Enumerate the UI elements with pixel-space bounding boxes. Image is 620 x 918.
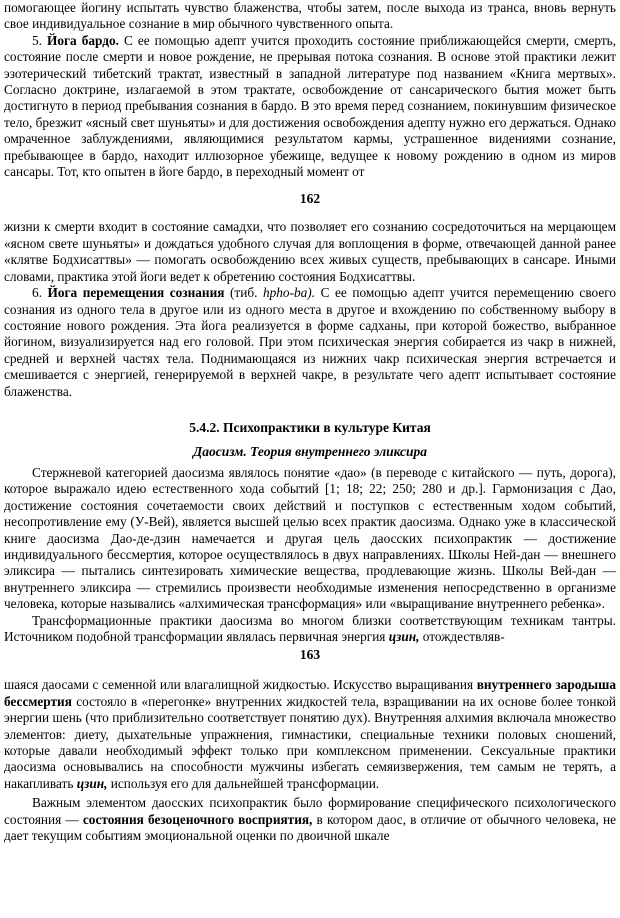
paragraph-text: шаяся даосами с семенной или влагалищной жидкостью. Искусство выращивания (4, 677, 477, 693)
page-number: 163 (299, 647, 321, 663)
page-number: 162 (299, 191, 321, 207)
paragraph: жизни к смерти входит в состояние самадхи, что позволяет его сознанию сосредоточиться на мерцающем «ясном свете шуньяты» и дождаться удобного случая для воплощения в форме, отвечающей данной ранее «клятве Бодхисаттвы» — помогать освобождению всех живых существ, пребывающих в сансаре. Иными словами, практика этой йоги ведет к обретению состояния Бодхисаттвы. (4, 219, 616, 284)
term-bold: состояния безоценочного восприятия, (82, 811, 313, 827)
paragraph: Стержневой категорией даосизма являлось понятие «дао» (в переводе с китайского — путь, дорога), которое выражало идею естественного хода событий [1; 18; 22; 250; 280 и др.]. Гармонизация с Дао, достижение состояния сочетаемости своих действий и поступков с естественным ходом событий, несопротивление ему (У-Вей), является высшей целью всех практик даосизма. Однако уже в классической книге даосизма Дао-де-дзин намечается и другая цель даосских психопрактик — достижение индивидуального бессмертия, которое осуществлялось в двух направлениях. Школы Ней-дан — внешнего эликсира — пытались синтезировать химические вещества, продлевающие жизнь. Школы Вей-дан — внутреннего эликсира — стремились произвести необходимые изменения непосредственно в организме человека, которые назывались «алхимическая трансформация» или «выращивание внутреннего ребенка». (4, 464, 616, 612)
term-bold: Йога перемещения сознания (47, 285, 225, 301)
paragraph (4, 613, 616, 646)
paragraph-text: (тиб. (224, 285, 263, 301)
document-page (4, 0, 616, 844)
paragraph-text: Важным элементом даосских психопрактик было формирование специфического психологического состояния — (4, 795, 616, 827)
paragraph-consciousness-transfer (4, 285, 616, 400)
paragraph (4, 677, 616, 792)
term-bold-italic: цзин, (76, 775, 108, 791)
term-bold-italic: цзин, (388, 629, 420, 644)
paragraph-text: С ее помощью адепт учится перемещению своего сознания из одного тела в другое или из одного места в другое и вхождению по собственному выбору в состояние нового рождения. Эта йога реализуется в форме садханы, при которой божество, выбранное йогином, визуализируется над его головой. При этом психическая энергия собирается из чакр в нижней, средней и верхней частях тела. Поднимающаяся из нижних чакр психическая энергия встречается и смешивается с энергией, генерируемой в верхней чакре, в результате чего адепт испытывает состояние блаженства. (4, 285, 617, 399)
paragraph-text: используя его для дальнейшей трансформации. (107, 775, 380, 791)
section-heading: 5.4.2. Психопрактики в культуре Китая (189, 419, 431, 435)
paragraph-text: в котором даос, в отличие от обычного человека, не дает текущим событиям эмоциональной оценки по двоичной шкале (4, 811, 616, 844)
term-italic: hpho-ba). (262, 285, 316, 301)
subsection-heading: Даосизм. Теория внутреннего эликсира (193, 443, 427, 459)
list-number: 5. (32, 32, 47, 48)
paragraph-text: Трансформационные практики даосизма во многом близки соответствующим техникам тантры. Источником подобной трансформации являлась первичная энергия (4, 612, 616, 644)
term-bold: внутреннего зародыша бессмертия (4, 677, 616, 709)
term-bold: Йога бардо. (47, 32, 119, 48)
paragraph: помогающее йогину испытать чувство блаженства, чтобы затем, после выхода из транса, вновь вернуть свое индивидуальное сознание в мир обычного чувственного опыта. (4, 0, 616, 32)
paragraph-text: отождествляв- (419, 629, 505, 644)
paragraph-yoga-bardo (4, 33, 616, 181)
paragraph-text: С ее помощью адепт учится проходить состояние приближающейся смерти, смерть, состояние после смерти и новое рождение, не прерывая потока сознания. В основе этой практики лежит эзотерический тибетский трактат, известный в западной литературе под названием «Книга мертвых». Согласно доктрине, излагаемой в этом трактате, освобождение от сансарического бытия может быть достигнуто в период пребывания сознания в бардо. В это время перед сознанием, покинувшим физическое тело, брезжит «ясный свет шуньяты» и для достижения освобождения адепту нужно его держаться. Однако омраченное заблуждениями, являющимися результатом кармы, устрашенное видениями сознание, пребывающее в бардо, находит иллюзорное убежище, ведущее к новому рождению в одном из миров сансары. Тот, кто опытен в йоге бардо, в переходный момент от (4, 32, 617, 180)
paragraph (4, 795, 616, 844)
list-number: 6. (32, 285, 48, 301)
paragraph-text: состояло в «перегонке» внутренних жидкостей тела, взращивании на их основе более тонкой энергии шень (что приблизительно соответствует понятию дух). Внутренняя алхимия включала множество элементов: диету, дыхательные упражнения, гимнастики, специальные техники половых сношений, которые давали необходимый эффект только при комплексном применении. Сексуальные практики даосизма основывались на способности мужчины избегать семяизвержения, тем самым не терять, а накапливать (4, 693, 616, 791)
